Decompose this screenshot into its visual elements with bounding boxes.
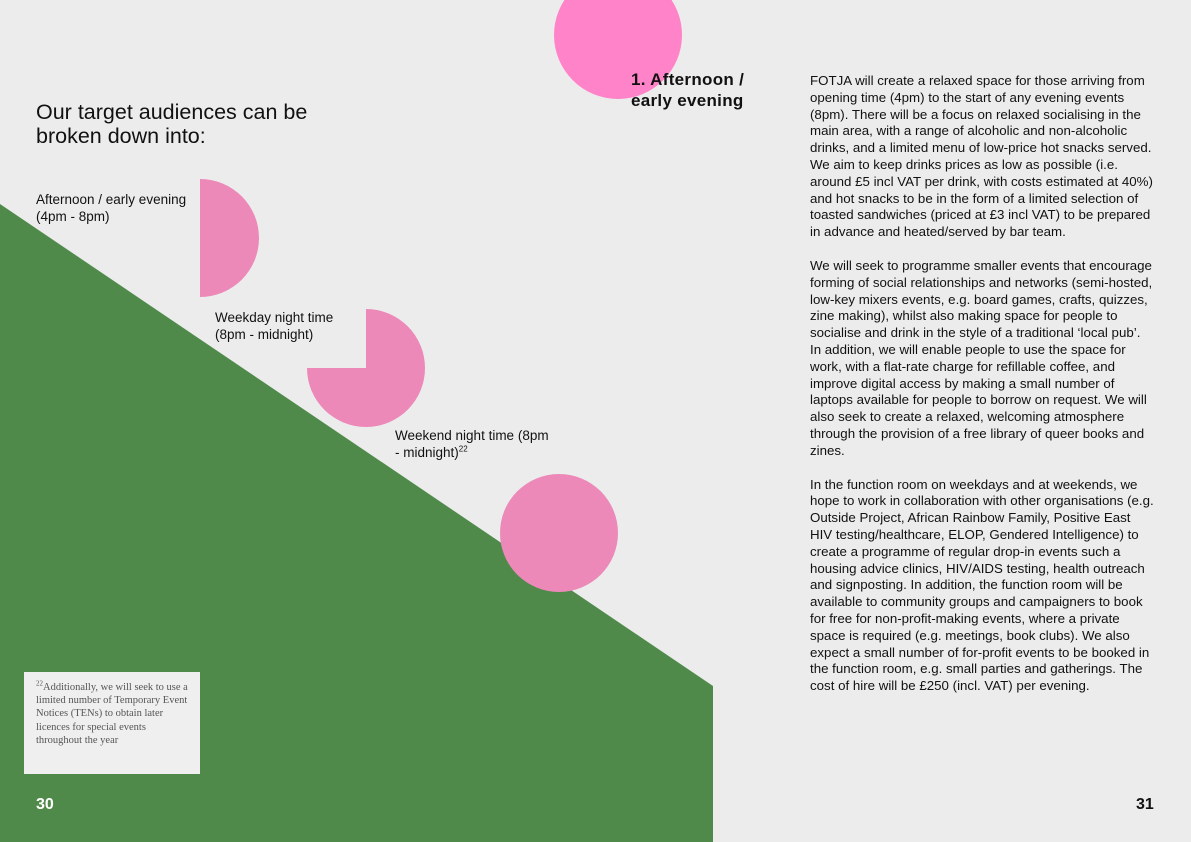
section-heading: 1. Afternoon / early evening	[631, 70, 745, 110]
audience-label-weekend-text: Weekend night time (8pm - midnight)	[395, 428, 549, 460]
audience-label-afternoon: Afternoon / early evening (4pm - 8pm)	[36, 192, 187, 224]
pie-icon-full	[500, 474, 618, 592]
page-title: Our target audiences can be broken down into:	[36, 100, 308, 148]
footnote-box	[24, 672, 200, 774]
body-text-column	[810, 73, 1155, 712]
body-paragraph: We will seek to programme smaller events that encourage forming of social relationships and networks (semi-hosted, low-key mixers events, e.g. board games, crafts, quizzes, zine making), whilst also making space for people to socialise and drink in the style of a traditional ‘local pub’. In addition, we will enable people to use the space for work, with a flat-rate charge for refillable coffee, and improve digital access by making a small number of laptops available for people to borrow on request. We will also seek to create a relaxed, welcoming atmosphere through the provision of a free library of queer books and zines.	[810, 257, 1153, 458]
body-paragraph: FOTJA will create a relaxed space for those arriving from opening time (4pm) to the start of any evening events (8pm). There will be a focus on relaxed socialising in the main area, with a range of alcoholic and non-alcoholic drinks, and a limited menu of low-price hot snacks served. We aim to keep drinks prices as low as possible (i.e. around £5 incl VAT per drink, with costs estimated at 40%) and hot snacks to be in the form of a limited selection of toasted sandwiches (priced at £3 incl VAT) to be prepared in advance and heated/served by bar team.	[810, 73, 1153, 240]
audience-label-weekday: Weekday night time (8pm - midnight)	[215, 310, 334, 342]
audience-label-weekend	[395, 427, 555, 461]
body-paragraph: In the function room on weekdays and at weekends, we hope to work in collaboration with other organisations (e.g. Outside Project, African Rainbow Family, Positive East HIV testing/healthcare, ELOP, Gendered Intelligence) to create a programme of regular drop-in events such a housing advice clinics, HIV/AIDS testing, health outreach and signposting. In addition, the function room will be available to community groups and campaigners to book for free for non-profit-making events, where a private space is required (e.g. meetings, book clubs). We also expect a small number of for-profit events to be booked in the function room, e.g. small parties and gatherings. The cost of hire will be £250 (incl. VAT) per evening.	[810, 476, 1154, 694]
page-number-right: 31	[1136, 796, 1154, 813]
footnote-ref: 22	[458, 444, 468, 454]
footnote-number: 22	[36, 679, 43, 688]
page-number-left: 30	[36, 796, 54, 813]
pie-icon-half	[200, 179, 259, 297]
footnote-text: Additionally, we will seek to use a limited number of Temporary Event Notices (TENs) to obtain later licences for special events throughout the year	[36, 682, 188, 746]
